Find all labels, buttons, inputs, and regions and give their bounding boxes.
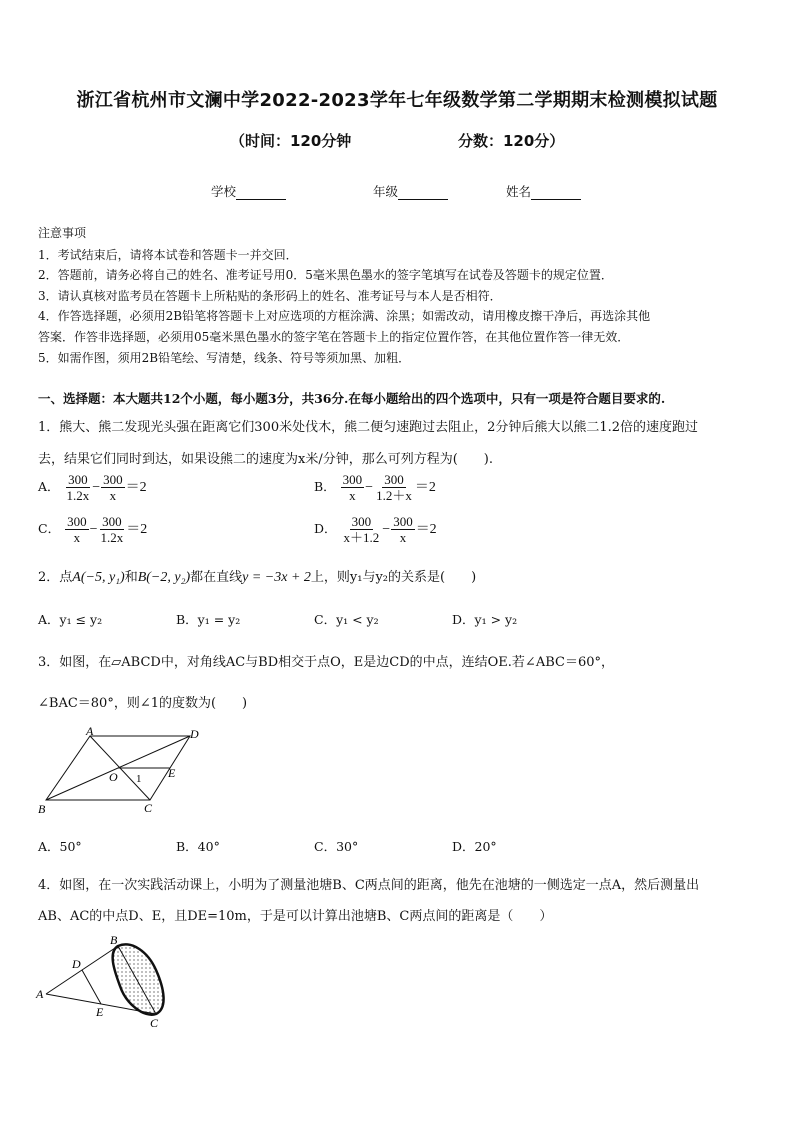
point-a: A(−5, y₁) [72,570,125,585]
numerator: 300 [384,472,404,487]
q2-prefix: 2．点 [38,570,73,585]
notes-heading: 注意事项 [38,226,87,240]
note-item: 4．作答选择题，必须用2B铅笔将答题卡上对应选项的方框涂满、涂黑；如需改动，请用橡皮擦干净后，再选涂其他 [38,309,651,323]
exam-time: （时间：120分钟 [230,132,352,150]
parallelogram-figure [34,724,206,816]
q1-option-c [38,514,147,545]
numerator: 300 [103,472,123,487]
name-blank [531,187,581,200]
q3-option-c: C．30° [314,839,359,854]
q3-option-d: D．20° [452,839,497,854]
angle-1-label: 1 [136,773,142,785]
option-letter: D． [314,521,337,536]
note-item: 答案．作答非选择题，必须用05毫米黑色墨水的签字笔在答题卡上的指定位置作答，在其他位置作答一律无效． [38,330,630,344]
q3-option-a: A．50° [38,839,82,854]
label-d: D [72,957,81,971]
fraction [391,514,415,545]
label-b: B [110,933,118,947]
fraction [98,514,125,545]
option-letter: A． [38,479,60,494]
numerator: 300 [67,514,87,529]
q2-option-c: C．y₁ < y₂ [314,612,379,627]
note-item: 3．请认真核对监考员在答题卡上所粘贴的条形码上的姓名、准考证号与本人是否相符． [38,289,502,303]
school-field [211,182,286,200]
pond-figure [32,930,172,1030]
school-label: 学校 [211,184,237,199]
q4-text-line1: 4．如图，在一次实践活动课上，小明为了测量池塘B、C两点间的距离，他先在池塘的一侧选定一点A，然后测量出 [38,878,700,893]
equals-two: ＝2 [125,480,147,495]
numerator: 300 [342,472,363,487]
q1-option-d [314,514,437,545]
label-c: C [150,1016,159,1030]
fraction [374,472,414,503]
exam-score: 分数：120分） [458,132,565,150]
q2-option-d: D．y₁ > y₂ [452,612,518,627]
label-b: B [38,802,46,816]
label-a: A [36,987,44,1001]
name-label: 姓名 [506,184,532,199]
minus-sign: − [92,480,101,495]
denominator: x [349,488,356,503]
grade-field [373,182,448,200]
q1-text-line2: 去，结果它们同时到达，如果设熊二的速度为x米/分钟，那么可列方程为( ). [38,452,493,467]
denominator: 1.2x [100,530,124,545]
minus-sign: − [365,480,374,495]
note-item: 5．如需作图，须用2B铅笔绘、写清楚，线条、符号等须加黑、加粗． [38,351,411,365]
numerator: 300 [102,514,122,529]
label-c: C [144,801,153,815]
label-e: E [168,766,176,780]
q2-option-a: A．y₁ ≤ y₂ [38,612,103,627]
numerator: 300 [351,514,372,529]
equals-two: ＝2 [414,480,436,495]
denominator: x [109,488,117,503]
section-heading: 一、选择题：本大题共12个小题，每小题3分，共36分.在每小题给出的四个选项中，只有一项是符合题目要求的. [38,391,666,406]
q2-option-b: B．y₁ = y₂ [176,612,241,627]
fraction [65,472,92,503]
fraction [65,514,89,545]
q3-text-line1: 3．如图，在▱ABCD中，对角线AC与BD相交于点O，E是边CD的中点，连结OE.若∠ABC＝60°， [38,655,614,670]
numerator: 300 [68,472,88,487]
q2-mid: 都在直线 [190,570,243,585]
equals-two: ＝2 [126,522,148,537]
equals-two: ＝2 [415,522,437,537]
q1-option-a [38,472,147,503]
numerator: 300 [393,514,413,529]
q1-text-line1: 1．熊大、熊二发现光头强在距离它们300米处伐木，熊二便匀速跑过去阻止，2分钟后熊大以熊二1.2倍的速度跑过 [38,420,699,435]
line-equation: y = −3x + 2 [242,570,311,585]
point-b: B(−2, y₂) [137,570,191,585]
q3-option-b: B．40° [176,839,220,854]
q1-option-b [314,472,436,503]
option-letter: B． [314,479,336,494]
denominator: 1.2＋x [376,488,412,503]
pond-shape [113,944,164,1014]
fraction [342,514,382,545]
q4-text-line2: AB、AC的中点D、E，且DE=10m，于是可以计算出池塘B、C两点间的距离是（ ） [38,909,553,924]
label-d: D [190,727,199,741]
name-field [506,182,581,200]
fraction [101,472,125,503]
label-e: E [96,1005,104,1019]
q2-text [38,566,476,586]
label-a: A [86,724,94,738]
grade-blank [398,187,448,200]
grade-label: 年级 [373,184,399,199]
segment-de [82,970,101,1004]
fraction [341,472,365,503]
label-o: O [109,770,118,784]
q2-suffix: 上，则y₁与y₂的关系是( ) [310,570,477,585]
note-item: 1．考试结束后，请将本试卷和答题卡一并交回． [38,248,298,262]
denominator: x [399,530,407,545]
note-item: 2．答题前，请务必将自己的姓名、准考证号用0．5毫米黑色墨水的签字笔填写在试卷及答题卡的规定位置． [38,268,613,282]
option-letter: C． [38,521,61,536]
q2-and: 和 [124,570,138,585]
denominator: x [73,530,81,545]
minus-sign: − [382,522,391,537]
minus-sign: − [89,522,98,537]
denominator: 1.2x [66,488,90,503]
school-blank [236,187,286,200]
q3-text-line2: ∠BAC＝80°，则∠1的度数为( ) [38,696,248,711]
page-title: 浙江省杭州市文澜中学2022-2023学年七年级数学第二学期期末检测模拟试题 [76,90,718,111]
denominator: x＋1.2 [343,530,380,545]
